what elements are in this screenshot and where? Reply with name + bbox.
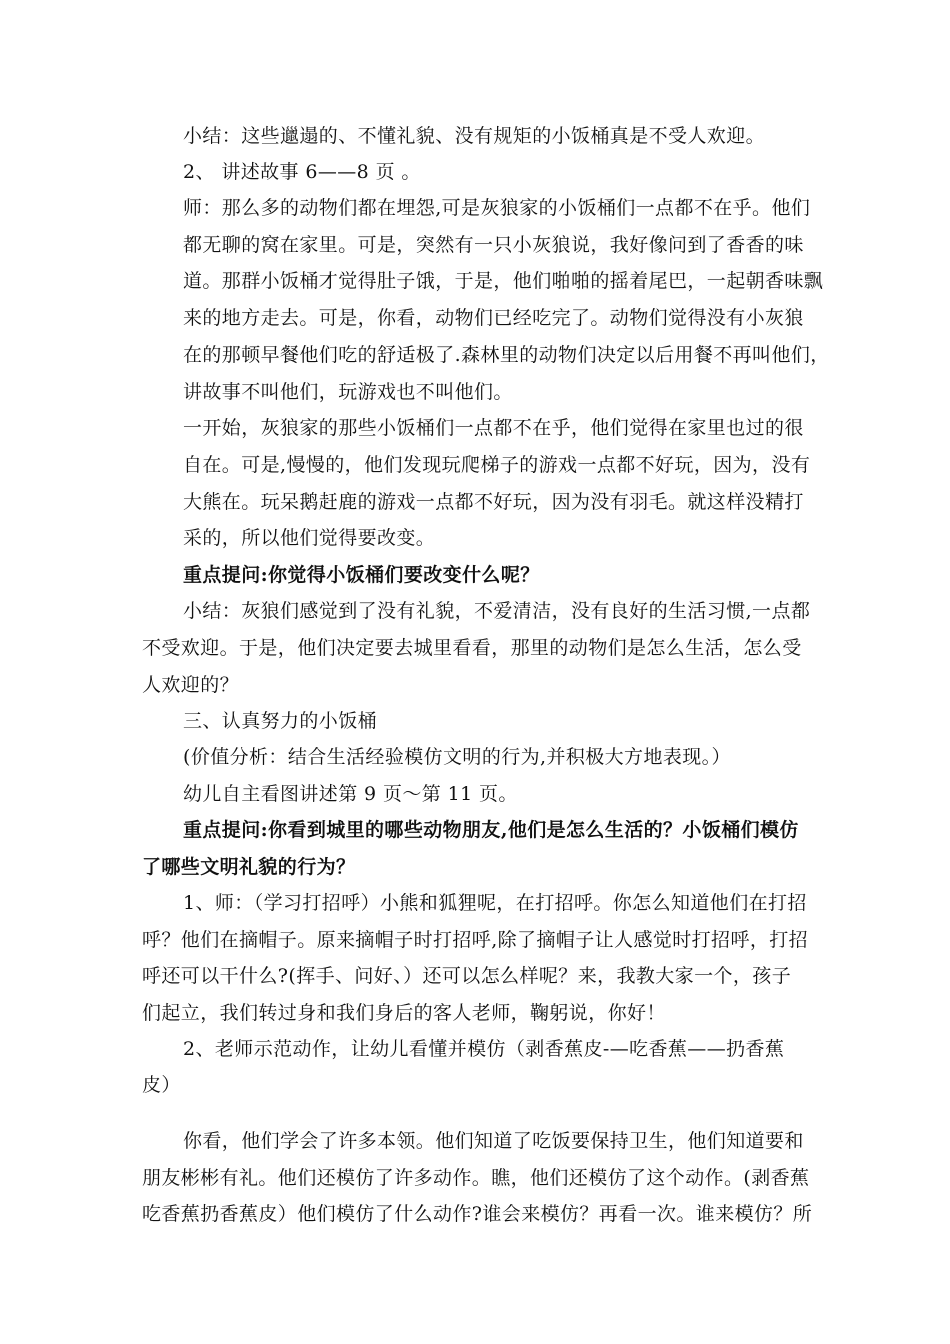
text-line-story-continue-3: 大熊在。玩呆鹅赶鹿的游戏一点都不好玩，因为没有羽毛。就这样没精打: [183, 491, 804, 513]
text-line-summary-2-a: 小结：灰狼们感觉到了没有礼貌，不爱清洁，没有良好的生活习惯,一点都: [183, 600, 811, 622]
text-line-story-continue-4: 采的，所以他们觉得要改变。: [183, 527, 436, 549]
text-line-teacher-story-5: 在的那顿早餐他们吃的舒适极了.森林里的动物们决定以后用餐不再叫他们，: [183, 344, 830, 366]
text-line-teacher-story-6: 讲故事不叫他们，玩游戏也不叫他们。: [183, 381, 513, 403]
text-line-picture-reading: 幼儿自主看图讲述第 9 页～第 11 页。: [183, 783, 518, 805]
text-line-learned-2: 朋友彬彬有礼。他们还模仿了许多动作。瞧，他们还模仿了这个动作。(剥香蕉: [142, 1167, 810, 1189]
text-line-story-continue-2: 自在。可是,慢慢的，他们发现玩爬梯子的游戏一点都不好玩，因为，没有: [183, 454, 811, 476]
text-line-story-continue-1: 一开始，灰狼家的那些小饭桶们一点都不在乎，他们觉得在家里也过的很: [183, 417, 804, 439]
text-line-greeting-4: 们起立，我们转过身和我们身后的客人老师，鞠躬说，你好！: [142, 1002, 666, 1024]
text-line-summary-1: 小结：这些邋遢的、不懂礼貌、没有规矩的小饭桶真是不受人欢迎。: [183, 125, 766, 147]
text-line-teacher-story-1: 师：那么多的动物们都在埋怨,可是灰狼家的小饭桶们一点都不在乎。他们: [183, 197, 811, 219]
text-line-greeting-1: 1、师：（学习打招呼）小熊和狐狸呢，在打招呼。你怎么知道他们在打招: [183, 892, 807, 914]
text-line-learned-3: 吃香蕉扔香蕉皮）他们模仿了什么动作?谁会来模仿？再看一次。谁来模仿？所: [142, 1203, 813, 1225]
text-line-section-3-heading: 三、认真努力的小饭桶: [183, 710, 378, 732]
text-line-greeting-3: 呼还可以干什么?(挥手、问好、）还可以怎么样呢？来，我教大家一个，孩子: [142, 965, 792, 987]
text-line-demo-1: 2、老师示范动作，让幼儿看懂并模仿（剥香蕉皮-—吃香蕉——扔香蕉: [183, 1038, 785, 1060]
text-line-demo-2: 皮）: [142, 1074, 181, 1096]
text-line-learned-1: 你看，他们学会了许多本领。他们知道了吃饭要保持卫生，他们知道要和: [183, 1130, 804, 1152]
text-line-value-analysis: (价值分析：结合生活经验模仿文明的行为,并积极大方地表现。）: [183, 746, 731, 768]
text-line-summary-2-c: 人欢迎的？: [142, 674, 240, 696]
text-line-teacher-story-3: 道。那群小饭桶才觉得肚子饿，于是，他们啪啪的摇着尾巴，一起朝香味飘: [183, 270, 824, 292]
text-line-key-question-1: 重点提问:你觉得小饭桶们要改变什么呢？: [183, 564, 540, 586]
text-line-step-2-heading: 2、 讲述故事 6——8 页 。: [183, 161, 421, 183]
text-line-teacher-story-2: 都无聊的窝在家里。可是，突然有一只小灰狼说，我好像问到了香香的味: [183, 234, 804, 256]
text-line-summary-2-b: 不受欢迎。于是，他们决定要去城里看看，那里的动物们是怎么生活，怎么受: [142, 637, 802, 659]
text-line-greeting-2: 呼？他们在摘帽子。原来摘帽子时打招呼,除了摘帽子让人感觉时打招呼，打招: [142, 929, 809, 951]
text-line-key-question-2-b: 了哪些文明礼貌的行为？: [142, 856, 356, 878]
text-line-key-question-2-a: 重点提问:你看到城里的哪些动物朋友,他们是怎么生活的？小饭桶们模仿: [183, 819, 799, 841]
text-line-teacher-story-4: 来的地方走去。可是，你看，动物们已经吃完了。动物们觉得没有小灰狼: [183, 307, 804, 329]
